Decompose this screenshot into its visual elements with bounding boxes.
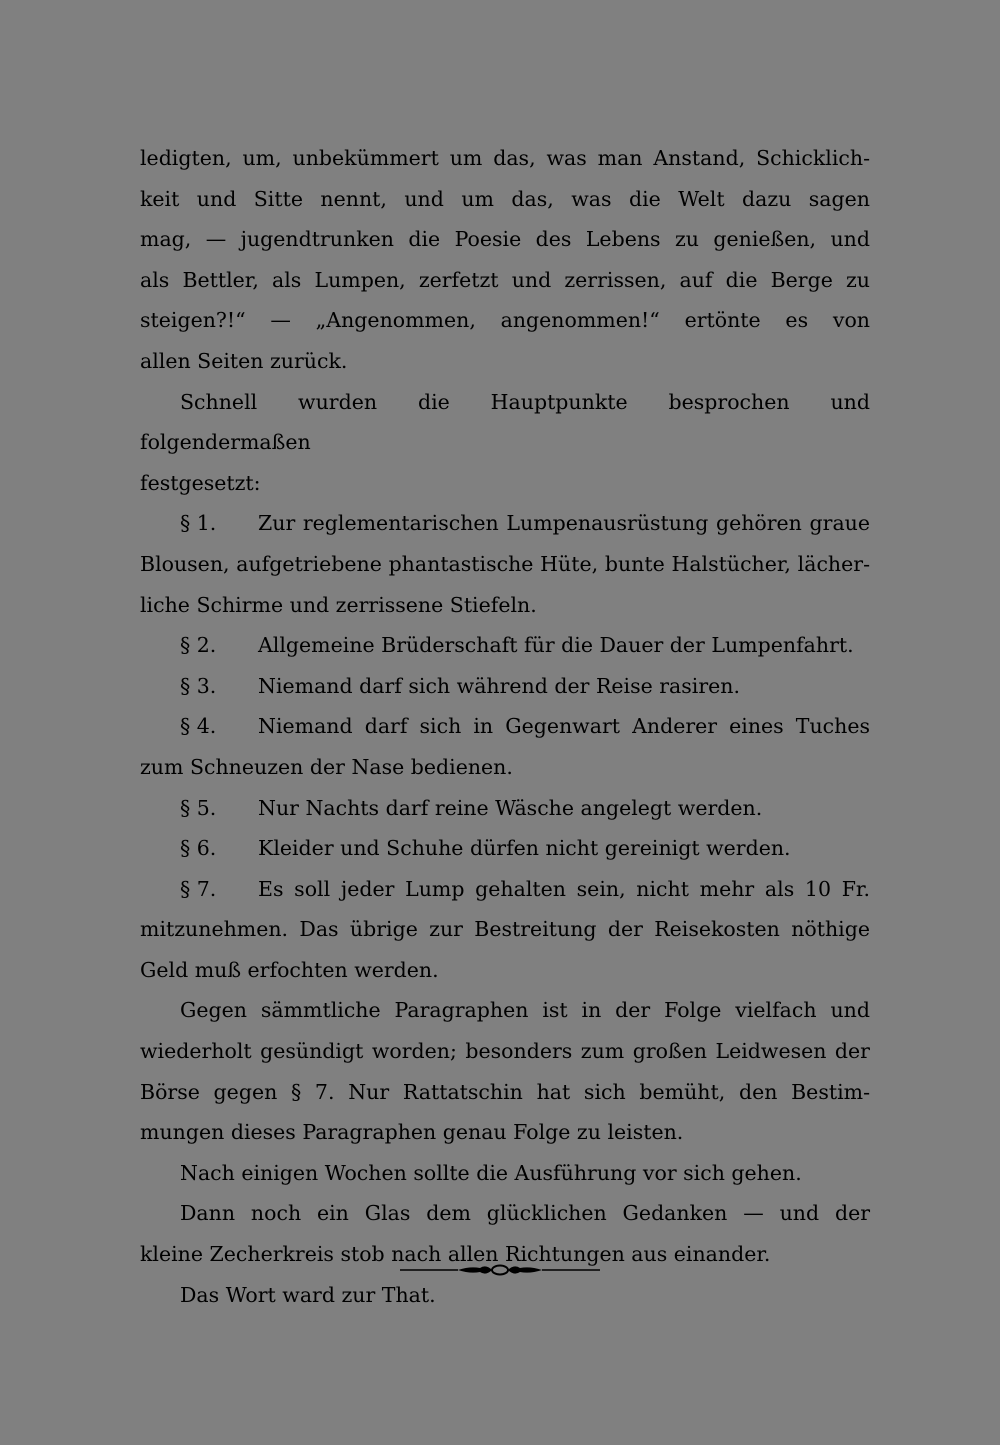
rule-paragraph bbox=[140, 625, 870, 666]
section-number: § 5. bbox=[180, 795, 217, 820]
section-number: § 6. bbox=[180, 836, 217, 861]
section-number: § 3. bbox=[180, 673, 217, 698]
text-line: steigen?!“ — „Angenommen, angenommen!“ ertönte es von bbox=[140, 308, 870, 333]
text-line: keit und Sitte nennt, und um das, was die Welt dazu sagen bbox=[140, 186, 870, 211]
rule-paragraph bbox=[140, 503, 870, 625]
section-number: § 2. bbox=[180, 633, 217, 658]
text-line: festgesetzt: bbox=[140, 470, 261, 495]
decision-paragraph bbox=[140, 382, 870, 504]
text-line: Es soll jeder Lump gehalten sein, nicht mehr als 10 Fr. bbox=[258, 876, 870, 901]
text-line: zum Schneuzen der Nase bedienen. bbox=[140, 754, 513, 779]
text-line: Schnell wurden die Hauptpunkte besprochen und folgendermaßen bbox=[140, 389, 870, 455]
text-line: wiederholt gesündigt worden; besonders zum großen Leidwesen der bbox=[140, 1039, 870, 1064]
text-line: mungen dieses Paragraphen genau Folge zu leisten. bbox=[140, 1120, 684, 1145]
section-number: § 1. bbox=[180, 511, 217, 536]
text-line: Nach einigen Wochen sollte die Ausführung vor sich gehen. bbox=[180, 1160, 802, 1185]
text-line: Nur Nachts darf reine Wäsche angelegt werden. bbox=[258, 795, 763, 820]
closing-paragraph bbox=[140, 990, 870, 1152]
text-line: kleine Zecherkreis stob nach allen Richtungen aus einander. bbox=[140, 1242, 771, 1267]
closing-paragraph bbox=[140, 1275, 870, 1316]
text-line: Niemand darf sich während der Reise rasiren. bbox=[258, 673, 741, 698]
text-line: liche Schirme und zerrissene Stiefeln. bbox=[140, 592, 537, 617]
page-text bbox=[140, 138, 870, 1315]
rule-paragraph bbox=[140, 666, 870, 707]
text-line: Gegen sämmtliche Paragraphen ist in der Folge vielfach und bbox=[180, 998, 870, 1023]
text-line: mitzunehmen. Das übrige zur Bestreitung der Reisekosten nöthige bbox=[140, 917, 870, 942]
text-line: Kleider und Schuhe dürfen nicht gereinigt werden. bbox=[258, 836, 791, 861]
intro-paragraph bbox=[140, 138, 870, 382]
text-line: Das Wort ward zur That. bbox=[180, 1282, 436, 1307]
text-line: ledigten, um, unbekümmert um das, was man Anstand, Schicklich- bbox=[140, 146, 870, 170]
text-line: Zur reglementarischen Lumpenausrüstung gehören graue bbox=[258, 511, 870, 536]
text-line: Börse gegen § 7. Nur Rattatschin hat sich bemüht, den Bestim- bbox=[140, 1079, 870, 1104]
text-line: mag, — jugendtrunken die Poesie des Lebens zu genießen, und bbox=[140, 227, 870, 252]
rule-paragraph bbox=[140, 706, 870, 787]
section-number: § 7. bbox=[180, 876, 217, 901]
text-line: Geld muß erfochten werden. bbox=[140, 957, 439, 982]
text-line: allen Seiten zurück. bbox=[140, 348, 348, 373]
rule-paragraph bbox=[140, 869, 870, 991]
closing-paragraph bbox=[140, 1153, 870, 1194]
rule-paragraph bbox=[140, 788, 870, 829]
end-ornament-icon bbox=[400, 1262, 600, 1278]
text-line: Blousen, aufgetriebene phantastische Hüte, bunte Halstücher, lächer- bbox=[140, 551, 870, 576]
text-line: Dann noch ein Glas dem glücklichen Gedanken — und der bbox=[180, 1201, 870, 1226]
rule-paragraph bbox=[140, 828, 870, 869]
section-number: § 4. bbox=[180, 714, 217, 739]
text-line: Allgemeine Brüderschaft für die Dauer der Lumpenfahrt. bbox=[258, 633, 854, 658]
text-line: als Bettler, als Lumpen, zerfetzt und zerrissen, auf die Berge zu bbox=[140, 267, 870, 292]
text-line: Niemand darf sich in Gegenwart Anderer eines Tuches bbox=[258, 714, 870, 739]
